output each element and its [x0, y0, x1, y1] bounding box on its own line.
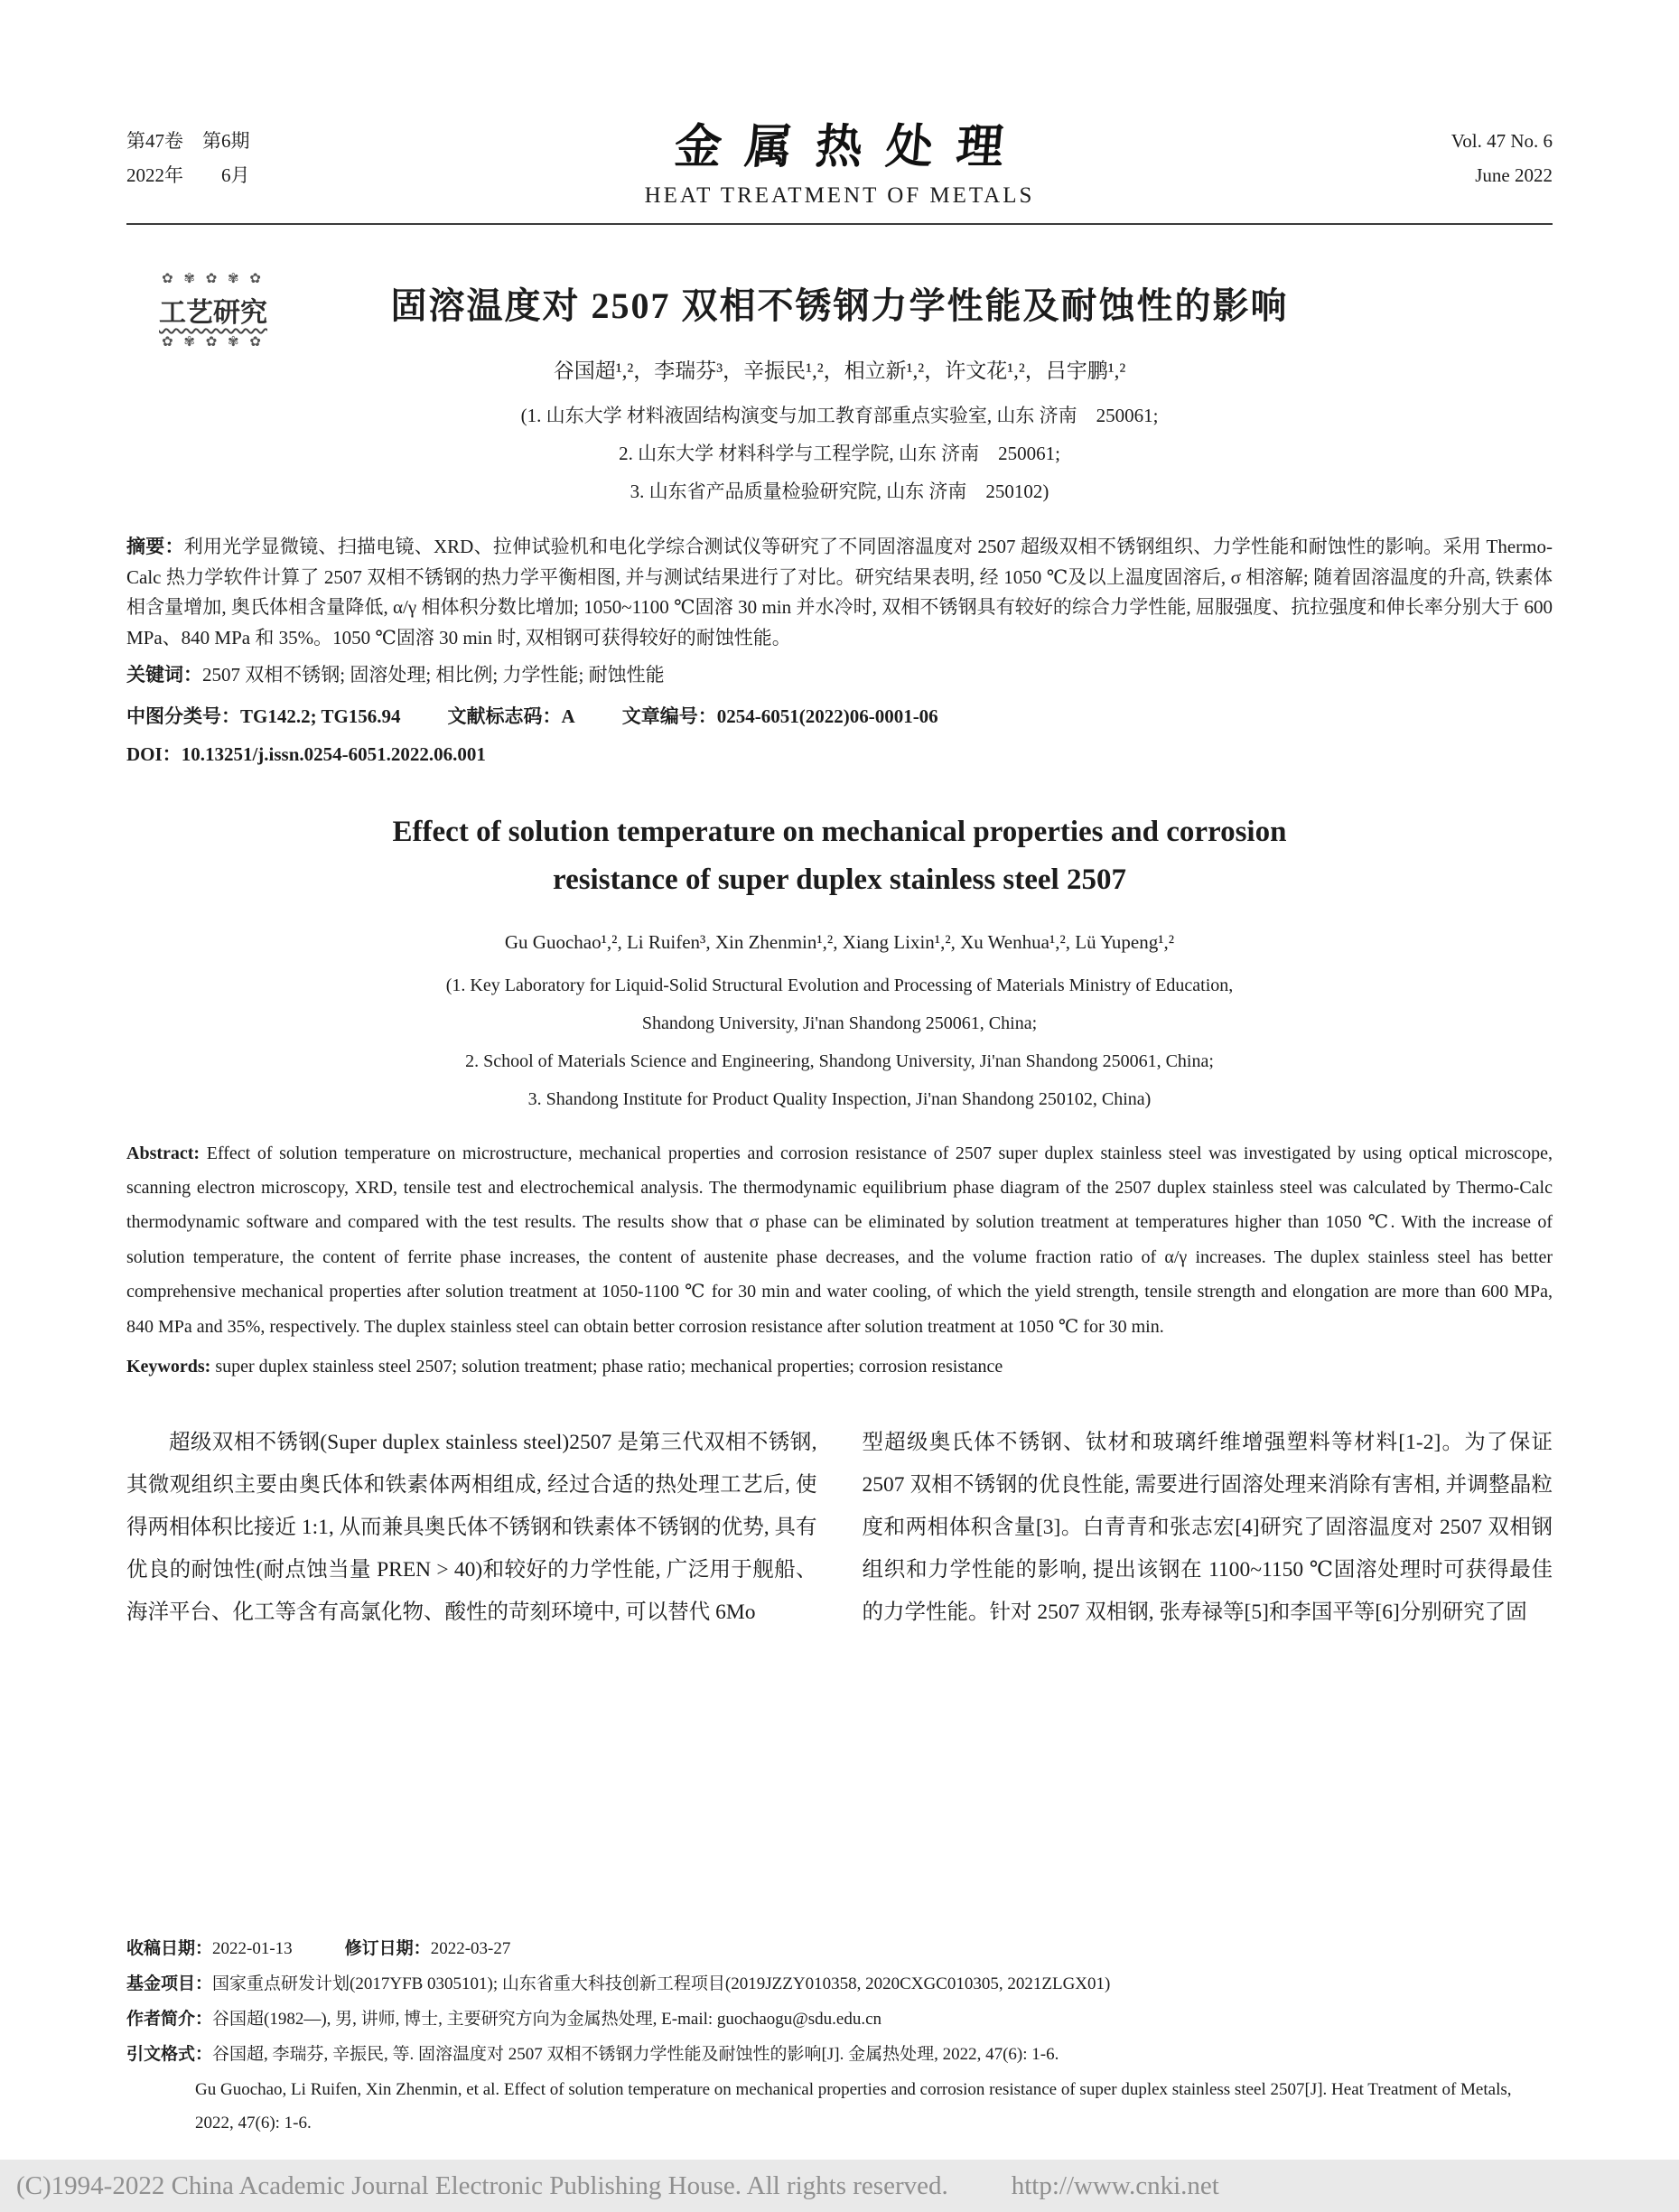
- affiliation-line: 2. School of Materials Science and Engineering, Shandong University, Ji'nan Shandong 250061, China;: [465, 1050, 1214, 1071]
- abstract-zh-text: 利用光学显微镜、扫描电镜、XRD、拉伸试验机和电化学综合测试仪等研究了不同固溶温度对 2507 超级双相不锈钢组织、力学性能和耐蚀性的影响。采用 Thermo-Calc 热力学软件计算了 2507 双相不锈钢的热力学平衡相图, 并与测试结果进行了对比。研究结果表明, 经 1050 ℃及以上温度固溶后, σ 相溶解; 随着固溶温度的升高, 铁素体相含量增加, 奥氏体相含量降低, α/γ 相体积分数比增加; 1050~1100 ℃固溶 30 min 并水冷时, 双相不锈钢具有较好的综合力学性能, 屈服强度、抗拉强度和伸长率分别大于 600 MPa、840 MPa 和 35%。1050 ℃固溶 30 min 时, 双相钢可获得较好的耐蚀性能。: [126, 536, 1553, 649]
- citation-label: 引文格式：: [126, 2044, 213, 2064]
- affiliation-line: Shandong University, Ji'nan Shandong 250061, China;: [641, 1013, 1038, 1033]
- affiliation-line: (1. Key Laboratory for Liquid-Solid Structural Evolution and Processing of Materials Ministry of Education,: [445, 975, 1234, 995]
- copyright-text: (C)1994-2022 China Academic Journal Electronic Publishing House. All rights reserved.: [16, 2170, 948, 2200]
- article-id-pair: [622, 705, 938, 727]
- doi-value: 10.13251/j.issn.0254-6051.2022.06.001: [181, 742, 486, 765]
- authors-zh: 谷国超¹,²，李瑞芬³，辛振民¹,²，相立新¹,²，许文花¹,²，吕宇鹏¹,²: [553, 359, 1126, 382]
- abstract-zh-label: 摘要：: [126, 536, 184, 557]
- clc-value: TG142.2; TG156.94: [240, 705, 401, 727]
- doi-line: [126, 740, 1553, 767]
- issue-date-en: June 2022: [1475, 163, 1553, 186]
- article-title-en-line: Effect of solution temperature on mechanical properties and corrosion: [392, 815, 1287, 848]
- issue-volume-en: Vol. 47 No. 6: [1450, 129, 1553, 152]
- received-value: 2022-01-13: [212, 1938, 293, 1958]
- revised-value: 2022-03-27: [430, 1938, 511, 1958]
- affiliation-line: 2. 山东大学 材料科学与工程学院, 山东 济南 250061;: [619, 443, 1060, 464]
- affiliation-line: 3. Shandong Institute for Product Quality Inspection, Ji'nan Shandong 250102, China): [527, 1088, 1152, 1109]
- issue-info-cn: [126, 125, 352, 193]
- keywords-en-label: Keywords:: [126, 1356, 211, 1377]
- issue-info-en: [1327, 125, 1553, 193]
- author-bio-line: [126, 2002, 1553, 2036]
- header-divider: [126, 223, 1553, 225]
- fund-line: [126, 1967, 1553, 2001]
- revised-label: 修订日期：: [344, 1938, 431, 1958]
- keywords-zh-label: 关键词：: [126, 664, 202, 686]
- clc-label: 中图分类号：: [126, 705, 240, 727]
- topic-badge-label: 工艺研究: [159, 298, 267, 328]
- doc-code-label: 文献标志码：: [447, 705, 562, 727]
- citation-zh: 谷国超, 李瑞芬, 辛振民, 等. 固溶温度对 2507 双相不锈钢力学性能及耐蚀性的影响[J]. 金属热处理, 2022, 47(6): 1-6.: [212, 2044, 1059, 2064]
- issue-date-cn: 2022年 6月: [126, 163, 250, 186]
- journal-title-block: [352, 108, 1327, 209]
- topic-badge: [132, 271, 294, 350]
- abstract-zh: [126, 532, 1553, 653]
- body-paragraph: 超级双相不锈钢(Super duplex stainless steel)2507 是第三代双相不锈钢, 其微观组织主要由奥氏体和铁素体两相组成, 经过合适的热处理工艺后, 使得两相体积比接近 1:1, 从而兼具奥氏体不锈钢和铁素体不锈钢的优势, 具有优良的耐蚀性(耐点蚀当量 PREN > 40)和较好的力学性能, 广泛用于舰船、海洋平台、化工等含有高氯化物、酸性的苛刻环境中, 可以替代 6Mo: [126, 1430, 817, 1624]
- issue-volume-cn: 第47卷 第6期: [126, 129, 250, 152]
- dates-line: [126, 1932, 1553, 1965]
- journal-title-cn: 金属热处理: [672, 122, 1030, 173]
- affiliations-zh: [126, 397, 1553, 510]
- abstract-en-text: Effect of solution temperature on microstructure, mechanical properties and corrosion resistance of 2507 super duplex stainless steel was investigated by using optical microscope, scanning electron microscopy, XRD, tensile test and electrochemical analysis. The thermodynamic equilibrium phase diagram of the 2507 duplex stainless steel was calculated by Thermo-Calc thermodynamic software and compared with the test results. The results show that σ phase can be eliminated by solution treatment at temperatures higher than 1050 ℃. With the increase of solution temperature, the content of ferrite phase increases, the content of austenite phase decreases, and the volume fraction ratio of α/γ increases. The duplex stainless steel has better comprehensive mechanical properties after solution treatment at 1050-1100 ℃ for 30 min and water cooling, of which the yield strength, tensile strength and elongation are more than 600 MPa, 840 MPa and 35%, respectively. The duplex stainless steel can obtain better corrosion resistance after solution treatment at 1050 ℃ for 30 min.: [126, 1143, 1553, 1337]
- keywords-en-text: super duplex stainless steel 2507; solution treatment; phase ratio; mechanical properties; corrosion resistance: [215, 1356, 1003, 1377]
- abstract-en: [126, 1136, 1553, 1344]
- cnki-url: http://www.cnki.net: [1011, 2170, 1219, 2200]
- copyright-bar: [0, 2160, 1679, 2212]
- doc-code-value: A: [561, 705, 575, 727]
- article-id-label: 文章编号：: [621, 705, 717, 727]
- article-title-en-line: resistance of super duplex stainless steel 2507: [553, 863, 1126, 896]
- clc-pair: [126, 705, 401, 727]
- affiliations-en: [126, 966, 1553, 1118]
- affiliation-line: 3. 山东省产品质量检验研究院, 山东 济南 250102): [630, 481, 1049, 502]
- doi-label: DOI：: [126, 742, 182, 765]
- body-column-left: [126, 1422, 817, 1634]
- keywords-zh: [126, 660, 1553, 691]
- received-label: 收稿日期：: [126, 1938, 213, 1958]
- fund-value: 国家重点研发计划(2017YFB 0305101); 山东省重大科技创新工程项目(2019JZZY010358, 2020CXGC010305, 2021ZLGX01): [212, 1974, 1111, 1993]
- body-paragraph: 型超级奥氏体不锈钢、钛材和玻璃纤维增强塑料等材料[1-2]。为了保证 2507 双相不锈钢的优良性能, 需要进行固溶处理来消除有害相, 并调整晶粒度和两相体积含量[3]。白青青和张志宏[4]研究了固溶温度对 2507 双相钢组织和力学性能的影响, 提出该钢在 1100~1150 ℃固溶处理时可获得最佳的力学性能。针对 2507 双相钢, 张寿禄等[5]和李国平等[6]分别研究了固: [862, 1430, 1553, 1624]
- keywords-zh-text: 2507 双相不锈钢; 固溶处理; 相比例; 力学性能; 耐蚀性能: [202, 664, 665, 686]
- authors-en: Gu Guochao¹,², Li Ruifen³, Xin Zhenmin¹,², Xiang Lixin¹,², Xu Wenhua¹,², Lü Yupeng¹,²: [504, 930, 1175, 953]
- abstract-en-label: Abstract:: [126, 1143, 201, 1163]
- flower-ornament-icon: ✿ ✾ ✿ ✾ ✿: [162, 335, 265, 350]
- fund-label: 基金项目：: [126, 1974, 213, 1993]
- citation-line-en: Gu Guochao, Li Ruifen, Xin Zhenmin, et al. Effect of solution temperature on mechanical properties and corrosion resistance of super duplex stainless steel 2507[J]. Heat Treatment of Metals, 2022, 47(6): 1-6.: [195, 2079, 1512, 2133]
- article-title-zh: 固溶温度对 2507 双相不锈钢力学性能及耐蚀性的影响: [390, 285, 1289, 326]
- bio-label: 作者简介：: [126, 2009, 213, 2029]
- keywords-en: [126, 1349, 1553, 1384]
- body-columns: [126, 1422, 1553, 1634]
- journal-header: [126, 108, 1553, 209]
- bio-value: 谷国超(1982—), 男, 讲师, 博士, 主要研究方向为金属热处理, E-mail: guochaogu@sdu.edu.cn: [212, 2009, 882, 2029]
- classification-line: [126, 702, 1553, 729]
- citation-line-zh: [126, 2038, 1553, 2071]
- footnote-block: [126, 1930, 1553, 2140]
- affiliation-line: (1. 山东大学 材料液固结构演变与加工教育部重点实验室, 山东 济南 250061;: [520, 405, 1159, 426]
- flower-ornament-icon: ✿ ✾ ✿ ✾ ✿: [162, 272, 265, 286]
- article-id-value: 0254-6051(2022)06-0001-06: [716, 705, 938, 727]
- article-title-en: [126, 808, 1553, 904]
- journal-title-en: HEAT TREATMENT OF METALS: [644, 183, 1035, 208]
- body-column-right: [863, 1422, 1553, 1634]
- doc-code-pair: [448, 705, 575, 727]
